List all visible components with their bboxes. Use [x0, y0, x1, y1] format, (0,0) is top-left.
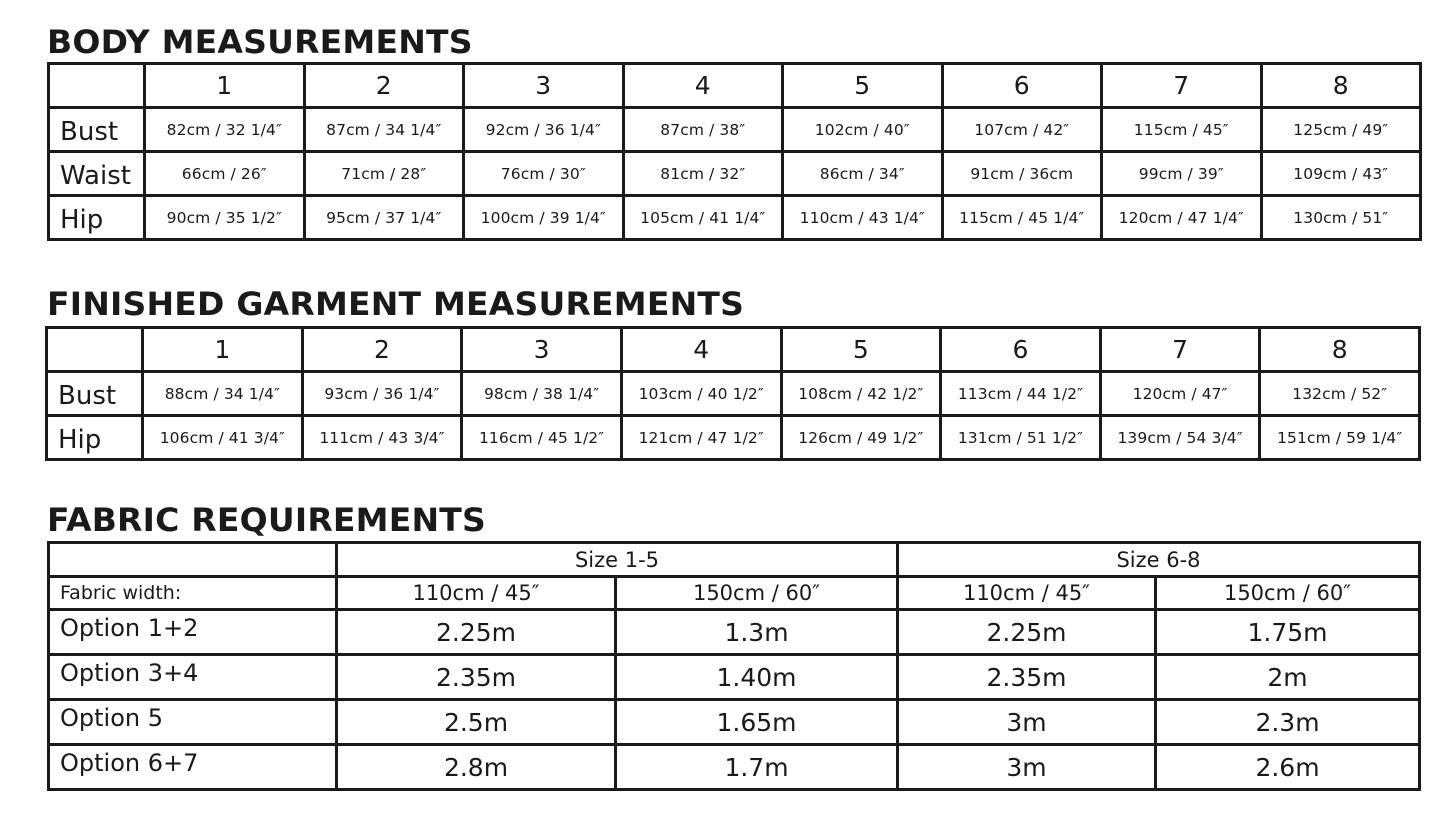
- measurement-cell: 95cm / 37 1/4″: [304, 196, 464, 240]
- size-header: 5: [783, 64, 943, 108]
- measurement-cell: 106cm / 41 3/4″: [143, 416, 303, 460]
- corner-cell: [49, 543, 337, 577]
- table-header-row: [47, 328, 1420, 372]
- row-label: Bust: [49, 108, 145, 152]
- size-header: 1: [145, 64, 305, 108]
- measurement-cell: 86cm / 34″: [783, 152, 943, 196]
- fabric-width-cell: 110cm / 45″: [898, 577, 1156, 610]
- measurement-cell: 110cm / 43 1/4″: [783, 196, 943, 240]
- size-header: 6: [941, 328, 1101, 372]
- table-row: [49, 108, 1421, 152]
- measurement-cell: 76cm / 30″: [464, 152, 624, 196]
- size-header: 4: [623, 64, 783, 108]
- measurement-cell: 126cm / 49 1/2″: [781, 416, 941, 460]
- measurement-cell: 87cm / 34 1/4″: [304, 108, 464, 152]
- measurement-cell: 131cm / 51 1/2″: [941, 416, 1101, 460]
- fabric-width-label: Fabric width:: [49, 577, 337, 610]
- size-header: 4: [621, 328, 781, 372]
- fabric-amount-cell: 2.35m: [337, 655, 616, 700]
- measurement-cell: 116cm / 45 1/2″: [462, 416, 622, 460]
- measurement-cell: 93cm / 36 1/4″: [302, 372, 462, 416]
- fabric-amount-cell: 3m: [898, 745, 1156, 790]
- size-header: 1: [143, 328, 303, 372]
- table-row: [49, 196, 1421, 240]
- size-header: 3: [464, 64, 624, 108]
- fabric-amount-cell: 2.35m: [898, 655, 1156, 700]
- fabric-amount-cell: 1.65m: [616, 700, 898, 745]
- option-label: Option 3+4: [49, 655, 337, 700]
- fabric-amount-cell: 2.5m: [337, 700, 616, 745]
- fabric-width-row: [49, 577, 1420, 610]
- measurement-cell: 132cm / 52″: [1260, 372, 1420, 416]
- measurement-cell: 98cm / 38 1/4″: [462, 372, 622, 416]
- fabric-amount-cell: 2.3m: [1156, 700, 1420, 745]
- table-row: [47, 372, 1420, 416]
- row-label: Hip: [49, 196, 145, 240]
- fabric-amount-cell: 1.3m: [616, 610, 898, 655]
- size-group-header: Size 6-8: [898, 543, 1420, 577]
- table-row: [49, 655, 1420, 700]
- fabric-width-cell: 150cm / 60″: [616, 577, 898, 610]
- measurement-cell: 90cm / 35 1/2″: [145, 196, 305, 240]
- size-header: 7: [1102, 64, 1262, 108]
- size-group-row: [49, 543, 1420, 577]
- row-label: Bust: [47, 372, 143, 416]
- size-header: 8: [1261, 64, 1421, 108]
- fabric-amount-cell: 1.40m: [616, 655, 898, 700]
- measurement-cell: 151cm / 59 1/4″: [1260, 416, 1420, 460]
- measurement-cell: 130cm / 51″: [1261, 196, 1421, 240]
- size-header: 3: [462, 328, 622, 372]
- measurement-cell: 103cm / 40 1/2″: [621, 372, 781, 416]
- size-header: 5: [781, 328, 941, 372]
- fabric-width-cell: 150cm / 60″: [1156, 577, 1420, 610]
- measurement-cell: 120cm / 47″: [1100, 372, 1260, 416]
- table-row: [49, 610, 1420, 655]
- garment-measurements-heading: FINISHED GARMENT MEASUREMENTS: [47, 284, 745, 323]
- measurement-cell: 113cm / 44 1/2″: [941, 372, 1101, 416]
- fabric-amount-cell: 2.25m: [337, 610, 616, 655]
- fabric-requirements-table: [47, 541, 1421, 791]
- table-row: [49, 745, 1420, 790]
- row-label: Hip: [47, 416, 143, 460]
- measurement-cell: 100cm / 39 1/4″: [464, 196, 624, 240]
- measurement-cell: 92cm / 36 1/4″: [464, 108, 624, 152]
- measurement-cell: 121cm / 47 1/2″: [621, 416, 781, 460]
- measurement-cell: 71cm / 28″: [304, 152, 464, 196]
- measurement-cell: 105cm / 41 1/4″: [623, 196, 783, 240]
- measurement-cell: 125cm / 49″: [1261, 108, 1421, 152]
- size-header: 2: [304, 64, 464, 108]
- fabric-amount-cell: 2m: [1156, 655, 1420, 700]
- measurement-cell: 99cm / 39″: [1102, 152, 1262, 196]
- table-row: [49, 152, 1421, 196]
- measurement-cell: 120cm / 47 1/4″: [1102, 196, 1262, 240]
- measurement-cell: 115cm / 45″: [1102, 108, 1262, 152]
- size-header: 8: [1260, 328, 1420, 372]
- option-label: Option 1+2: [49, 610, 337, 655]
- measurement-cell: 107cm / 42″: [942, 108, 1102, 152]
- body-measurements-table: [47, 62, 1422, 241]
- size-header: 6: [942, 64, 1102, 108]
- measurement-cell: 88cm / 34 1/4″: [143, 372, 303, 416]
- fabric-amount-cell: 1.75m: [1156, 610, 1420, 655]
- body-measurements-heading: BODY MEASUREMENTS: [47, 22, 473, 61]
- measurement-cell: 109cm / 43″: [1261, 152, 1421, 196]
- fabric-amount-cell: 1.7m: [616, 745, 898, 790]
- garment-measurements-table: [45, 326, 1421, 461]
- fabric-amount-cell: 3m: [898, 700, 1156, 745]
- fabric-amount-cell: 2.25m: [898, 610, 1156, 655]
- measurement-cell: 81cm / 32″: [623, 152, 783, 196]
- corner-cell: [47, 328, 143, 372]
- table-row: [49, 700, 1420, 745]
- measurement-cell: 108cm / 42 1/2″: [781, 372, 941, 416]
- corner-cell: [49, 64, 145, 108]
- size-header: 2: [302, 328, 462, 372]
- fabric-requirements-heading: FABRIC REQUIREMENTS: [47, 500, 486, 539]
- size-group-header: Size 1-5: [337, 543, 898, 577]
- fabric-amount-cell: 2.8m: [337, 745, 616, 790]
- fabric-amount-cell: 2.6m: [1156, 745, 1420, 790]
- table-header-row: [49, 64, 1421, 108]
- measurement-cell: 91cm / 36cm: [942, 152, 1102, 196]
- measurement-cell: 66cm / 26″: [145, 152, 305, 196]
- row-label: Waist: [49, 152, 145, 196]
- measurement-cell: 102cm / 40″: [783, 108, 943, 152]
- measurement-cell: 82cm / 32 1/4″: [145, 108, 305, 152]
- measurement-cell: 139cm / 54 3/4″: [1100, 416, 1260, 460]
- measurement-cell: 111cm / 43 3/4″: [302, 416, 462, 460]
- option-label: Option 5: [49, 700, 337, 745]
- measurement-cell: 87cm / 38″: [623, 108, 783, 152]
- size-header: 7: [1100, 328, 1260, 372]
- fabric-width-cell: 110cm / 45″: [337, 577, 616, 610]
- measurement-cell: 115cm / 45 1/4″: [942, 196, 1102, 240]
- option-label: Option 6+7: [49, 745, 337, 790]
- table-row: [47, 416, 1420, 460]
